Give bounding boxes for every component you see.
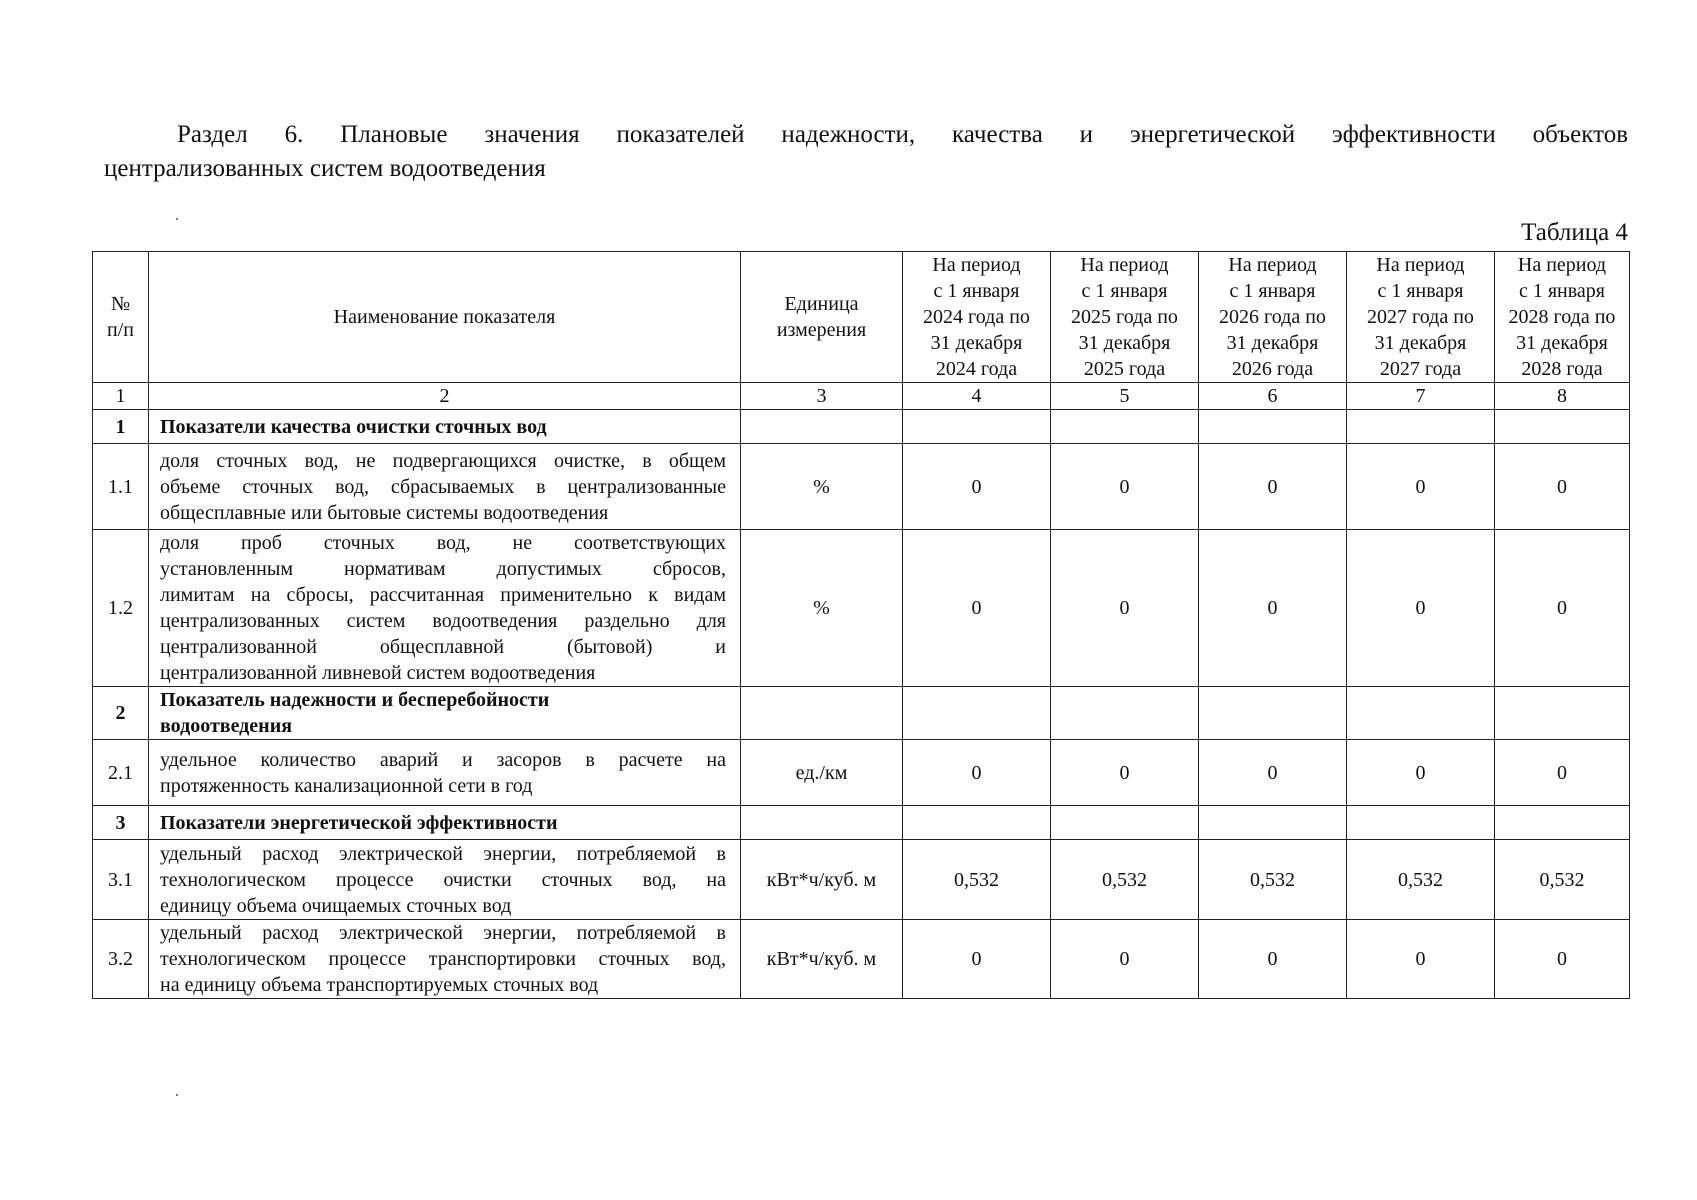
header-period-line: На период (1517, 254, 1607, 276)
section-heading (104, 118, 1628, 186)
table-body (93, 252, 1630, 999)
indicator-name-line: централизованной общесплавной (бытовой) и (160, 636, 726, 658)
header-period-line: 31 декабря (1374, 332, 1467, 354)
scan-speck (176, 218, 178, 220)
indicator-name (149, 920, 741, 999)
indicator-name-line: технологическом процессе очистки сточных вод, на (160, 868, 726, 891)
unit-cell (741, 410, 903, 444)
value-cell-2025 (1051, 687, 1199, 740)
section-row (93, 410, 1630, 444)
value-cell-2024: 0 (903, 920, 1051, 999)
column-index-cell: 8 (1495, 383, 1630, 410)
scan-speck (176, 1094, 178, 1096)
indicator-name-line: Показатель надежности и бесперебойности (160, 689, 550, 711)
header-period-line: с 1 января (1229, 280, 1316, 302)
indicator-name-line: на единицу объема транспортируемых сточных вод (160, 974, 599, 996)
header-unit (741, 252, 903, 383)
value-cell-2024: 0 (903, 530, 1051, 687)
header-period-line: На период (1080, 254, 1169, 276)
header-num (93, 252, 149, 383)
header-period-4 (1347, 252, 1495, 383)
column-index-cell: 2 (149, 383, 741, 410)
heading-line-2: централизованных систем водоотведения (104, 155, 546, 182)
row-number: 3 (93, 806, 149, 840)
unit-cell: кВт*ч/куб. м (741, 840, 903, 920)
indicator-name-line: доля сточных вод, не подвергающихся очистке, в общем (160, 449, 726, 472)
header-period-line: с 1 января (1081, 280, 1168, 302)
row-number: 1.1 (93, 444, 149, 530)
row-number: 2 (93, 687, 149, 740)
indicator-name-line: лимитам на сбросы, рассчитанная применительно к видам (160, 584, 726, 606)
header-period-line: На период (932, 254, 1021, 276)
indicator-name-line: водоотведения (160, 715, 293, 737)
header-period-line: 2024 года по (923, 306, 1030, 328)
indicator-name-line: общесплавные или бытовые системы водоотведения (160, 501, 609, 524)
table-row (93, 444, 1630, 530)
indicators-table (92, 251, 1630, 999)
value-cell-2026: 0 (1199, 740, 1347, 806)
value-cell-2027 (1347, 687, 1495, 740)
value-cell-2024: 0 (903, 444, 1051, 530)
value-cell-2027 (1347, 410, 1495, 444)
header-period-line: 2027 года по (1367, 306, 1474, 328)
value-cell-2027: 0 (1347, 920, 1495, 999)
indicator-name-line: технологическом процессе транспортировки сточных вод, (160, 948, 726, 970)
value-cell-2025: 0 (1051, 444, 1199, 530)
value-cell-2027: 0,532 (1347, 840, 1495, 920)
value-cell-2028: 0 (1495, 530, 1630, 687)
column-index-cell: 3 (741, 383, 903, 410)
value-cell-2026: 0,532 (1199, 840, 1347, 920)
value-cell-2025: 0 (1051, 530, 1199, 687)
column-index-row (93, 383, 1630, 410)
header-period-line: На период (1228, 254, 1317, 276)
value-cell-2025: 0 (1051, 920, 1199, 999)
unit-cell: ед./км (741, 740, 903, 806)
value-cell-2028 (1495, 806, 1630, 840)
value-cell-2028 (1495, 410, 1630, 444)
row-number: 1.2 (93, 530, 149, 687)
header-period-line: 2025 года (1083, 358, 1166, 380)
unit-cell: кВт*ч/куб. м (741, 920, 903, 999)
header-period-line: 31 декабря (930, 332, 1023, 354)
indicator-name (149, 840, 741, 920)
column-index-cell: 1 (93, 383, 149, 410)
value-cell-2024 (903, 806, 1051, 840)
unit-cell: % (741, 530, 903, 687)
value-cell-2025 (1051, 410, 1199, 444)
value-cell-2025 (1051, 806, 1199, 840)
header-period-2 (1051, 252, 1199, 383)
value-cell-2026: 0 (1199, 444, 1347, 530)
header-unit-line: измерения (776, 319, 867, 341)
header-period-3 (1199, 252, 1347, 383)
header-period-line: На период (1376, 254, 1465, 276)
indicator-name-line: объеме сточных вод, сбрасываемых в централизованные (160, 475, 726, 498)
header-row (93, 252, 1630, 383)
indicator-name-line: удельный расход электрической энергии, потребляемой в (160, 922, 726, 944)
value-cell-2028: 0 (1495, 740, 1630, 806)
table-caption: Таблица 4 (1521, 219, 1628, 246)
value-cell-2028 (1495, 687, 1630, 740)
header-period-line: 31 декабря (1516, 332, 1608, 354)
header-period-line: с 1 января (933, 280, 1020, 302)
header-num-line: п/п (107, 319, 134, 341)
value-cell-2027: 0 (1347, 530, 1495, 687)
indicator-name-line: централизованных систем водоотведения раздельно для (160, 610, 726, 632)
row-number: 3.1 (93, 840, 149, 920)
row-number: 2.1 (93, 740, 149, 806)
value-cell-2027 (1347, 806, 1495, 840)
indicator-name-line: централизованной ливневой систем водоотведения (160, 662, 596, 684)
value-cell-2026: 0 (1199, 920, 1347, 999)
value-cell-2026 (1199, 410, 1347, 444)
header-period-line: 2028 года (1521, 358, 1603, 380)
header-period-line: 31 декабря (1078, 332, 1171, 354)
header-period-line: 2028 года по (1508, 306, 1616, 328)
indicator-name (149, 687, 741, 740)
value-cell-2028: 0 (1495, 444, 1630, 530)
indicator-name-line: Показатели качества очистки сточных вод (160, 415, 547, 438)
unit-cell (741, 687, 903, 740)
indicator-name-line: удельный расход электрической энергии, потребляемой в (160, 842, 726, 865)
unit-cell: % (741, 444, 903, 530)
indicator-name (149, 444, 741, 530)
value-cell-2024: 0,532 (903, 840, 1051, 920)
header-period-line: с 1 января (1377, 280, 1464, 302)
indicator-name-line: доля проб сточных вод, не соответствующих (160, 532, 726, 554)
indicator-name-line: единицу объема очищаемых сточных вод (160, 894, 512, 917)
value-cell-2026 (1199, 687, 1347, 740)
header-period-line: 2027 года (1379, 358, 1462, 380)
value-cell-2027: 0 (1347, 444, 1495, 530)
column-index-cell: 6 (1199, 383, 1347, 410)
indicator-name-line: удельное количество аварий и засоров в расчете на (160, 748, 726, 771)
table-row (93, 840, 1630, 920)
value-cell-2027: 0 (1347, 740, 1495, 806)
header-period-line: 2024 года (935, 358, 1018, 380)
indicator-name-line: Показатели энергетической эффективности (160, 811, 558, 834)
indicator-name (149, 806, 741, 840)
heading-line-1: Раздел 6. Плановые значения показателей надежности, качества и энергетической эффективности объектов (177, 121, 1628, 148)
section-row (93, 687, 1630, 740)
column-index-cell: 5 (1051, 383, 1199, 410)
table-row (93, 740, 1630, 806)
header-period-line: 2026 года по (1219, 306, 1326, 328)
value-cell-2028: 0 (1495, 920, 1630, 999)
header-period-5 (1495, 252, 1630, 383)
value-cell-2026 (1199, 806, 1347, 840)
header-period-line: 31 декабря (1226, 332, 1319, 354)
table-row (93, 920, 1630, 999)
indicator-name-line: протяженность канализационной сети в год (160, 774, 533, 797)
indicator-name (149, 740, 741, 806)
value-cell-2025: 0 (1051, 740, 1199, 806)
value-cell-2024 (903, 410, 1051, 444)
value-cell-2024: 0 (903, 740, 1051, 806)
column-index-cell: 7 (1347, 383, 1495, 410)
header-unit-line: Единица (784, 293, 859, 315)
header-period-line: 2026 года (1231, 358, 1314, 380)
indicator-name (149, 530, 741, 687)
section-row (93, 806, 1630, 840)
header-period-1 (903, 252, 1051, 383)
column-index-cell: 4 (903, 383, 1051, 410)
header-name: Наименование показателя (149, 252, 741, 383)
value-cell-2025: 0,532 (1051, 840, 1199, 920)
unit-cell (741, 806, 903, 840)
header-num-line: № (110, 293, 131, 315)
value-cell-2026: 0 (1199, 530, 1347, 687)
row-number: 3.2 (93, 920, 149, 999)
header-period-line: с 1 января (1518, 280, 1606, 302)
indicator-name-line: установленным нормативам допустимых сбросов, (160, 558, 726, 580)
table-row (93, 530, 1630, 687)
value-cell-2024 (903, 687, 1051, 740)
row-number: 1 (93, 410, 149, 444)
value-cell-2028: 0,532 (1495, 840, 1630, 920)
indicator-name (149, 410, 741, 444)
header-period-line: 2025 года по (1071, 306, 1178, 328)
